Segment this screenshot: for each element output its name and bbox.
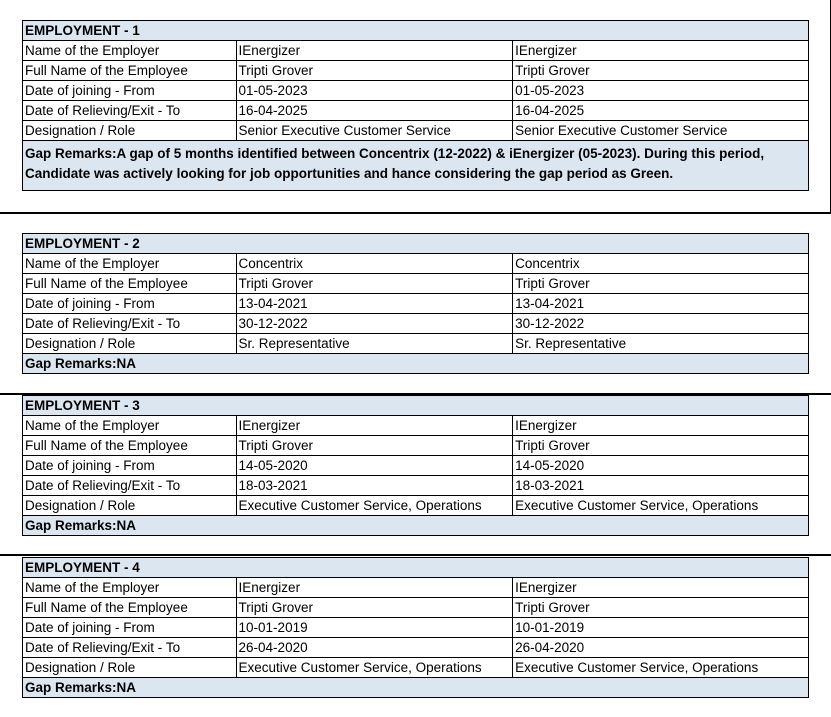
employment-title: EMPLOYMENT - 2 [23, 234, 809, 254]
table-row [23, 81, 809, 101]
row-label: Date of joining - From [23, 294, 237, 314]
gap-remarks: Gap Remarks:NA [23, 516, 809, 536]
verified-value: 26-04-2020 [513, 638, 809, 658]
row-label: Date of joining - From [23, 618, 237, 638]
row-label: Full Name of the Employee [23, 598, 237, 618]
verified-value: 14-05-2020 [513, 456, 809, 476]
claimed-value: Tripti Grover [236, 61, 513, 81]
row-label: Date of joining - From [23, 456, 237, 476]
claimed-value: IEnergizer [236, 41, 513, 61]
row-label: Name of the Employer [23, 254, 237, 274]
claimed-value: Tripti Grover [236, 274, 513, 294]
claimed-value: IEnergizer [236, 416, 513, 436]
claimed-value: Tripti Grover [236, 436, 513, 456]
row-label: Designation / Role [23, 658, 237, 678]
verified-value: 10-01-2019 [513, 618, 809, 638]
employment-title: EMPLOYMENT - 3 [23, 396, 809, 416]
verified-value: 13-04-2021 [513, 294, 809, 314]
table-row [23, 274, 809, 294]
row-label: Full Name of the Employee [23, 274, 237, 294]
verified-value: Executive Customer Service, Operations [513, 496, 809, 516]
claimed-value: Tripti Grover [236, 598, 513, 618]
table-row [23, 578, 809, 598]
row-label: Full Name of the Employee [23, 61, 237, 81]
claimed-value: 30-12-2022 [236, 314, 513, 334]
row-label: Name of the Employer [23, 41, 237, 61]
table-row [23, 294, 809, 314]
verified-value: IEnergizer [513, 416, 809, 436]
employment-table-2 [22, 233, 809, 374]
table-row [23, 496, 809, 516]
employment-table-1 [22, 20, 809, 191]
claimed-value: 14-05-2020 [236, 456, 513, 476]
claimed-value: Concentrix [236, 254, 513, 274]
verified-value: Concentrix [513, 254, 809, 274]
verified-value: Sr. Representative [513, 334, 809, 354]
verified-value: IEnergizer [513, 41, 809, 61]
table-row [23, 121, 809, 141]
table-row [23, 334, 809, 354]
claimed-value: 10-01-2019 [236, 618, 513, 638]
claimed-value: 01-05-2023 [236, 81, 513, 101]
verified-value: 18-03-2021 [513, 476, 809, 496]
table-row [23, 314, 809, 334]
claimed-value: IEnergizer [236, 578, 513, 598]
verified-value: 30-12-2022 [513, 314, 809, 334]
row-label: Date of Relieving/Exit - To [23, 101, 237, 121]
claimed-value: 16-04-2025 [236, 101, 513, 121]
employment-table-4 [22, 557, 809, 698]
row-label: Name of the Employer [23, 416, 237, 436]
employment-table-3 [22, 395, 809, 536]
table-row [23, 638, 809, 658]
table-row [23, 254, 809, 274]
verified-value: Tripti Grover [513, 436, 809, 456]
claimed-value: 26-04-2020 [236, 638, 513, 658]
claimed-value: 13-04-2021 [236, 294, 513, 314]
row-label: Designation / Role [23, 121, 237, 141]
verified-value: Tripti Grover [513, 61, 809, 81]
row-label: Date of Relieving/Exit - To [23, 638, 237, 658]
verified-value: IEnergizer [513, 578, 809, 598]
row-label: Full Name of the Employee [23, 436, 237, 456]
claimed-value: Executive Customer Service, Operations [236, 658, 513, 678]
gap-remarks: Gap Remarks:NA [23, 678, 809, 698]
employment-title: EMPLOYMENT - 4 [23, 558, 809, 578]
verified-value: Senior Executive Customer Service [513, 121, 809, 141]
table-row [23, 416, 809, 436]
table-row [23, 598, 809, 618]
table-row [23, 456, 809, 476]
section-divider [0, 554, 831, 556]
employment-title: EMPLOYMENT - 1 [23, 21, 809, 41]
row-label: Date of Relieving/Exit - To [23, 314, 237, 334]
row-label: Designation / Role [23, 496, 237, 516]
claimed-value: Sr. Representative [236, 334, 513, 354]
table-row [23, 436, 809, 456]
verified-value: Tripti Grover [513, 274, 809, 294]
table-row [23, 41, 809, 61]
table-row [23, 618, 809, 638]
table-row [23, 101, 809, 121]
row-label: Date of Relieving/Exit - To [23, 476, 237, 496]
verified-value: 01-05-2023 [513, 81, 809, 101]
verified-value: Executive Customer Service, Operations [513, 658, 809, 678]
claimed-value: Senior Executive Customer Service [236, 121, 513, 141]
row-label: Designation / Role [23, 334, 237, 354]
claimed-value: Executive Customer Service, Operations [236, 496, 513, 516]
verified-value: Tripti Grover [513, 598, 809, 618]
verified-value: 16-04-2025 [513, 101, 809, 121]
claimed-value: 18-03-2021 [236, 476, 513, 496]
table-row [23, 476, 809, 496]
gap-remarks: Gap Remarks:A gap of 5 months identified between Concentrix (12-2022) & iEnergizer (05-2023). During this period, Candidate was actively looking for job opportunities and hance considering the gap period as Green. [23, 141, 809, 191]
table-row [23, 658, 809, 678]
row-label: Name of the Employer [23, 578, 237, 598]
row-label: Date of joining - From [23, 81, 237, 101]
gap-remarks: Gap Remarks:NA [23, 354, 809, 374]
table-row [23, 61, 809, 81]
